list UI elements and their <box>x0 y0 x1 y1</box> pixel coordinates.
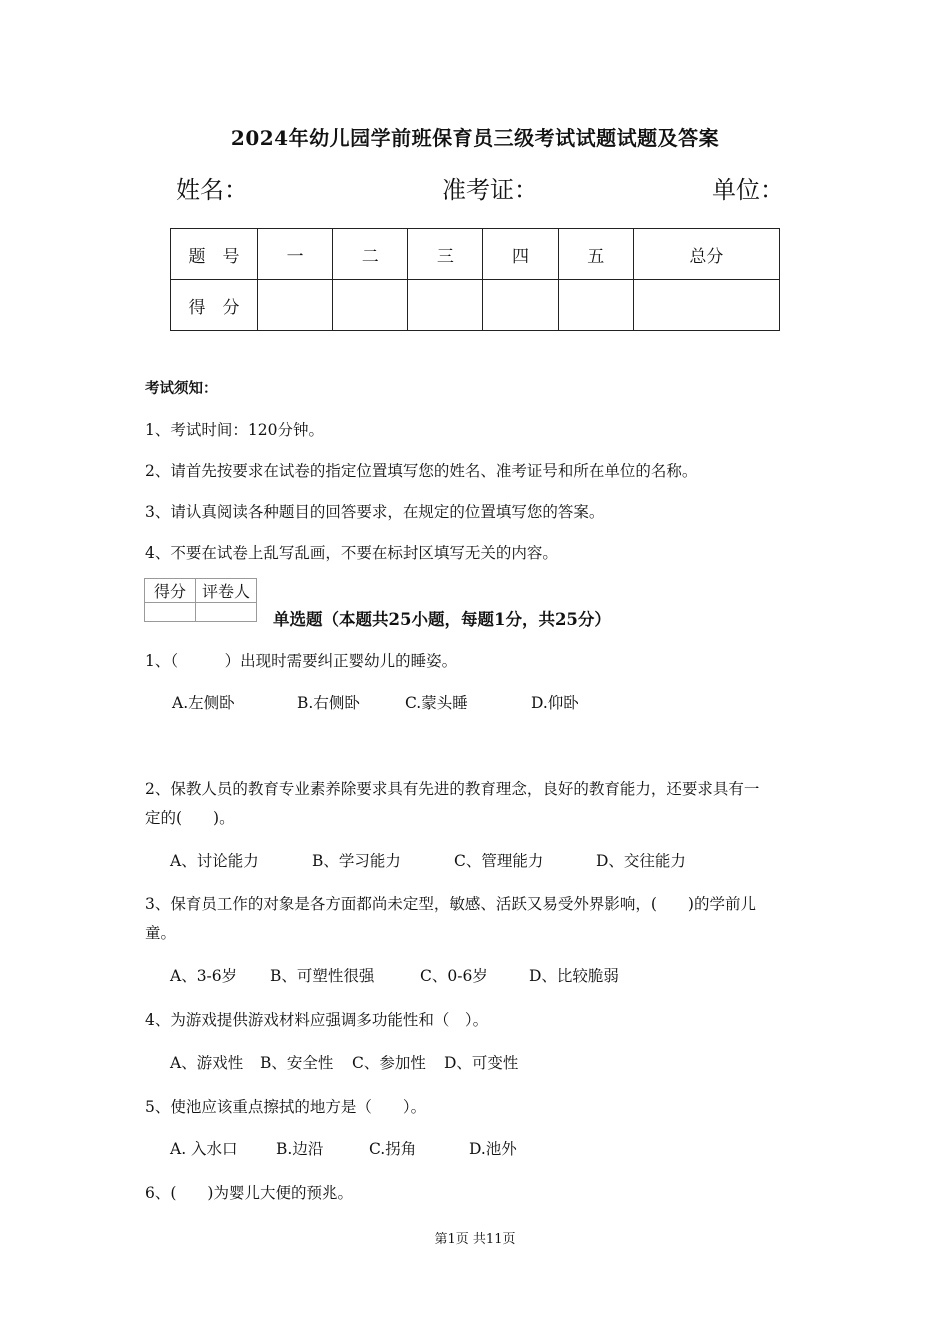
question-stem: 2、保教人员的教育专业素养除要求具有先进的教育理念，良好的教育能力，还要求具有一 <box>145 780 760 798</box>
notice-item: 3、请认真阅读各种题目的回答要求，在规定的位置填写您的答案。 <box>145 503 605 521</box>
question-stem-continued: 定的( )。 <box>145 809 235 827</box>
score-table-header-row <box>171 229 780 280</box>
option: D.仰卧 <box>531 694 579 712</box>
page-title: 2024年幼儿园学前班保育员三级考试试题试题及答案 <box>230 126 720 150</box>
exam-id-label: 准考证： <box>442 176 538 204</box>
name-label: 姓名： <box>176 176 248 204</box>
question-stem: 3、保育员工作的对象是各方面都尚未定型，敏感、活跃又易受外界影响，( )的学前儿 <box>145 895 756 913</box>
option: D、交往能力 <box>596 852 686 870</box>
option: C、管理能力 <box>454 852 544 870</box>
grader-score-cell[interactable] <box>145 603 196 622</box>
question-stem: 6、( )为婴儿大便的预兆。 <box>145 1184 353 1202</box>
score-cell[interactable] <box>333 280 408 331</box>
option: C、参加性 <box>352 1054 426 1072</box>
option: B、学习能力 <box>312 852 401 870</box>
notice-item: 1、考试时间：120分钟。 <box>145 421 324 439</box>
score-table-col-3: 三 <box>408 229 483 280</box>
question-stem-continued: 童。 <box>145 924 177 942</box>
option: B、安全性 <box>260 1054 334 1072</box>
score-table-col-total: 总分 <box>633 229 779 280</box>
option: B.右侧卧 <box>297 694 360 712</box>
score-table-row-header: 得 分 <box>171 280 258 331</box>
option: D、比较脆弱 <box>529 967 619 985</box>
option: C、0-6岁 <box>420 967 488 985</box>
notice-item: 4、不要在试卷上乱写乱画，不要在标封区填写无关的内容。 <box>145 544 558 562</box>
option: B、可塑性很强 <box>270 967 375 985</box>
option: D、可变性 <box>444 1054 519 1072</box>
grader-name-cell[interactable] <box>196 603 257 622</box>
score-cell[interactable] <box>408 280 483 331</box>
option: A、游戏性 <box>170 1054 244 1072</box>
option: A. 入水口 <box>170 1140 238 1158</box>
grader-name-label: 评卷人 <box>196 579 257 603</box>
option: B.边沿 <box>276 1140 324 1158</box>
score-table-col-5: 五 <box>558 229 633 280</box>
option: C.拐角 <box>369 1140 417 1158</box>
notice-item: 2、请首先按要求在试卷的指定位置填写您的姓名、准考证号和所在单位的名称。 <box>145 462 698 480</box>
section-title: 单选题（本题共25小题，每题1分，共25分） <box>273 610 611 629</box>
score-cell[interactable] <box>633 280 779 331</box>
option: A、3-6岁 <box>170 967 238 985</box>
score-table-col-1: 一 <box>258 229 333 280</box>
score-cell[interactable] <box>483 280 558 331</box>
option: A、讨论能力 <box>170 852 259 870</box>
option: C.蒙头睡 <box>405 694 468 712</box>
page-footer: 第1页 共11页 <box>434 1232 516 1247</box>
score-table-row-header: 题 号 <box>171 229 258 280</box>
question-stem: 1、（ ）出现时需要纠正婴幼儿的睡姿。 <box>145 652 458 670</box>
option: A.左侧卧 <box>172 694 235 712</box>
notice-heading: 考试须知： <box>145 380 218 397</box>
score-table <box>170 228 780 331</box>
unit-label: 单位： <box>712 176 784 204</box>
score-cell[interactable] <box>558 280 633 331</box>
score-table-col-2: 二 <box>333 229 408 280</box>
question-stem: 4、为游戏提供游戏材料应强调多功能性和（ ）。 <box>145 1011 489 1029</box>
score-cell[interactable] <box>258 280 333 331</box>
option: D.池外 <box>469 1140 517 1158</box>
grader-score-label: 得分 <box>145 579 196 603</box>
question-stem: 5、使池应该重点擦拭的地方是（ ）。 <box>145 1098 427 1116</box>
score-table-score-row <box>171 280 780 331</box>
score-table-col-4: 四 <box>483 229 558 280</box>
grader-box <box>144 578 257 622</box>
